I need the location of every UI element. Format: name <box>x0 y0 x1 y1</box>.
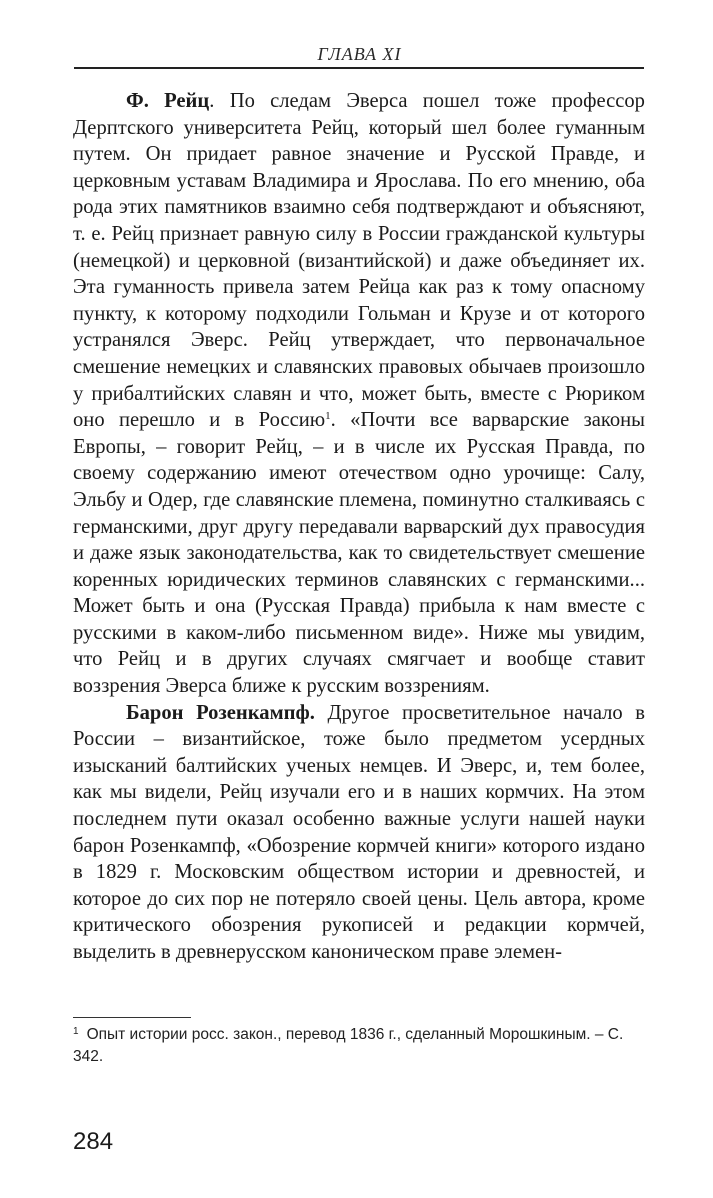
footnote-reference[interactable]: 1 <box>325 410 331 423</box>
page-number: 284 <box>73 1128 114 1155</box>
paragraph-rosenkampf <box>73 700 645 966</box>
footnote <box>73 1024 645 1068</box>
paragraph-lead: Барон Розенкампф. <box>126 701 315 724</box>
footnote-text: Опыт истории росс. закон., перевод 1836 г., сделанный Морошкиным. – С. 342. <box>73 1026 624 1065</box>
main-text <box>73 88 645 966</box>
paragraph-reitz <box>73 88 645 700</box>
paragraph-text: . «Почти все варварские законы Европы, – говорит Рейц, – и в числе их Русская Правда, по своему содержанию имеют отечеством одно урочище: Салу, Эльбу и Одер, где славянские племена, поминутно сталкиваясь с германскими, друг другу передавали варварский дух правосудия и даже язык законодательства, как то свидетельствует смешение коренных юридических терминов славянских с германскими... Может быть и она (Русская Правда) прибыла к нам вместе с русскими в каком-либо письменном виде». Ниже мы увидим, что Рейц и в других случаях смягчает и вообще ставит воззрения Эверса ближе к русским воззрениям. <box>73 409 645 698</box>
footnote-rule <box>73 1017 191 1018</box>
running-header: ГЛАВА XI <box>317 44 402 64</box>
paragraph-text: . По следам Эверса пошел тоже профессор Дерптского университета Рейц, который шел более гуманным путем. Он придает равное значение и Русской Правде, и церковным уставам Владимира и Ярослава. По его мнению, оба рода этих памятников взаимно себя подтверждают и объясняют, т. е. Рейц признает равную силу в России гражданской культуры (немецкой) и церковной (византийской) и даже объединяет их. Эта гуманность привела затем Рейца как раз к тому опасному пункту, к которому подходили Гольман и Крузе и от которого устранялся Эверс. Рейц утверждает, что первоначальное смешение немецких и славянских правовых обычаев произошло у прибалтийских славян и что, может быть, вместе с Рюриком оно перешло и в Россию <box>73 90 645 432</box>
footnote-marker: 1 <box>73 1026 79 1037</box>
paragraph-lead: Ф. Рейц <box>126 90 210 112</box>
paragraph-text: Другое просветительное начало в России – византийское, тоже было предметом усердных изысканий балтийских ученых немцев. И Эверс, и, тем более, как мы видели, Рейц изучали его и в наших кормчих. На этом последнем пути оказал особенно важные услуги нашей науки барон Розенкампф, «Обозрение кормчей книги» которого издано в 1829 г. Московским обществом истории и древностей, и которое до сих пор не потеряло своей цены. Цель автора, кроме критического обозрения рукописей и редакции кормчей, выделить в древнерусском каноническом праве элемен- <box>73 701 646 963</box>
header-rule <box>74 67 644 69</box>
